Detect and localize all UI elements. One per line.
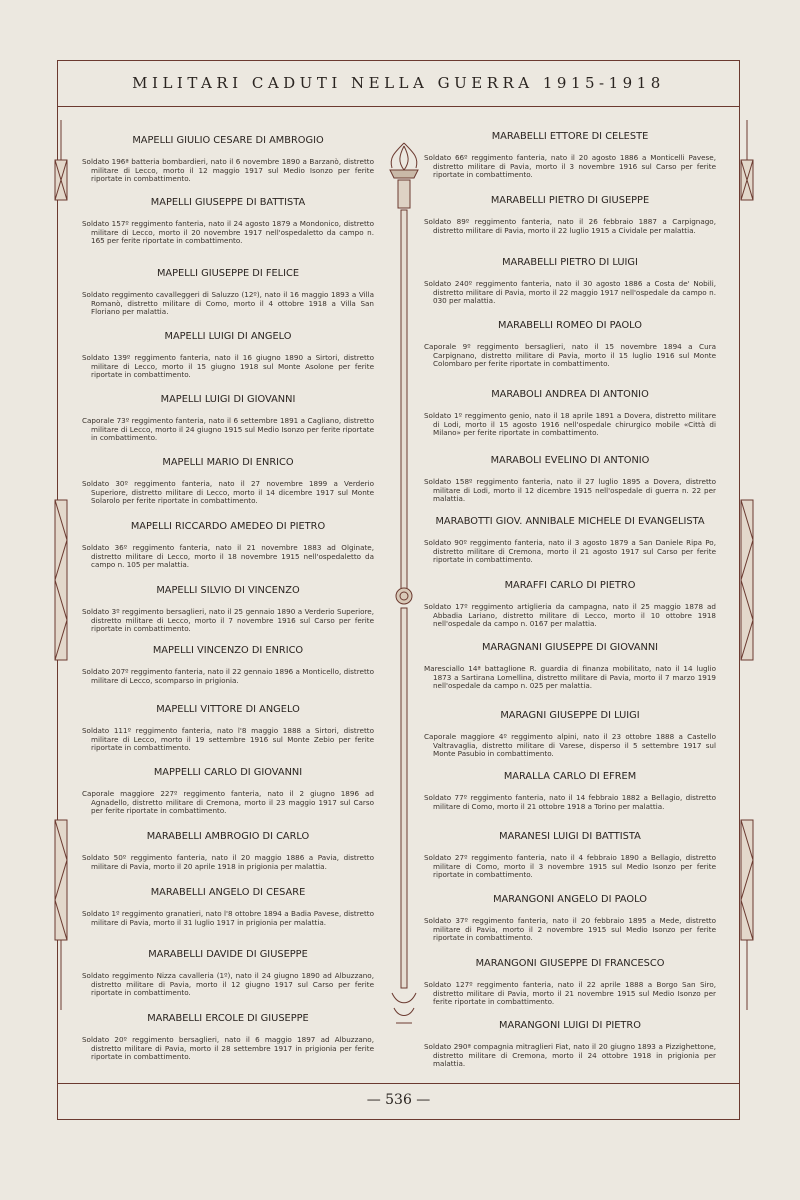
entry-description: Soldato 1º reggimento genio, nato il 18 aprile 1891 a Dovera, distretto militare di Lodi, morto il 15 agosto 1916 nell'ospedale chirurgico mobile «Città di Milano» per ferite riportate in combattimento. [424,411,716,438]
entry-description: Soldato 50º reggimento fanteria, nato il 20 maggio 1886 a Pavia, distretto militare di Pavia, morto il 20 aprile 1918 in prigionia per malattia. [82,853,374,871]
list-item [82,1013,374,1062]
entry-description: Soldato 157º reggimento fanteria, nato il 24 agosto 1879 a Mondonico, distretto militare di Lecco, morto il 20 novembre 1917 nell'ospedaletto da campo n. 165 per ferite riportate in combattimento. [82,219,374,246]
entry-name: MAPELLI VITTORE DI ANGELO [156,704,300,715]
entry-description: Soldato 17º reggimento artiglieria da campagna, nato il 25 maggio 1878 ad Abbadia Lariano, distretto militare di Lecco, morto il 10 ottobre 1918 nell'ospedale da campo n. 0167 per malattia. [424,602,716,629]
entry-description: Soldato 111º reggimento fanteria, nato l'8 maggio 1888 a Sirtori, distretto militare di Lecco, morto il 19 settembre 1916 sul Monte Zebio per ferite riportate in combattimento. [82,726,374,753]
entry-name: MARANESI LUIGI DI BATTISTA [499,831,641,842]
header-rule [57,106,740,107]
list-item [82,585,374,634]
list-item [82,645,374,685]
entry-description: Soldato 196ª batteria bombardieri, nato il 6 novembre 1890 a Barzanò, distretto militare di Lecco, morto il 12 maggio 1917 sul Medio Isonzo per ferite riportate in combattimento. [82,157,374,184]
entry-description: Caporale 9º reggimento bersaglieri, nato il 15 novembre 1894 a Cura Carpignano, distretto militare di Pavia, morto il 15 luglio 1916 sul Monte Colombaro per ferite riportate in combattimento. [424,342,716,369]
entry-name: MARABELLI PIETRO DI LUIGI [502,257,638,268]
entry-name: MARANGONI GIUSEPPE DI FRANCESCO [475,958,665,969]
entry-name: MARABELLI ERCOLE DI GIUSEPPE [147,1013,309,1024]
list-item [82,457,374,506]
list-item [82,887,374,927]
entry-description: Soldato reggimento Nizza cavalleria (1º), nato il 24 giugno 1890 ad Albuzzano, distretto militare di Pavia, morto il 12 giugno 1917 sul Carso per ferite riportate in combattimento. [82,971,374,998]
page-number: — 536 — [366,1092,431,1108]
list-item [82,767,374,816]
entry-description: Soldato 36º reggimento fanteria, nato il 21 novembre 1883 ad Olginate, distretto militare di Lecco, morto il 18 novembre 1915 nell'ospedaletto da campo n. 105 per malattia. [82,543,374,570]
list-item [424,831,716,880]
entry-description: Soldato 240º reggimento fanteria, nato il 30 agosto 1886 a Costa de' Nobili, distretto militare di Pavia, morto il 22 maggio 1917 nell'ospedale da campo n. 030 per malattia. [424,279,716,306]
entry-name: MAPELLI LUIGI DI ANGELO [164,331,292,342]
entry-description: Maresciallo 14ª battaglione R. guardia di finanza mobilitato, nato il 14 luglio 1873 a Sartirana Lomellina, distretto militare di Pavia, morto il 7 marzo 1919 nell'ospedale da campo n. 025 per malattia. [424,664,716,691]
entry-name: MARABELLI DAVIDE DI GIUSEPPE [148,949,308,960]
entry-description: Soldato 1º reggimento granatieri, nato l'8 ottobre 1894 a Badia Pavese, distretto militare di Pavia, morto il 31 luglio 1917 in prigionia per malattia. [82,909,374,927]
list-item [424,771,716,811]
list-item [82,949,374,998]
entry-description: Soldato 90º reggimento fanteria, nato il 3 agosto 1879 a San Daniele Ripa Po, distretto militare di Cremona, morto il 21 agosto 1917 sul Carso per ferite riportate in combattimento. [424,538,716,565]
entry-description: Soldato 20º reggimento bersaglieri, nato il 6 maggio 1897 ad Albuzzano, distretto militare di Pavia, morto il 28 settembre 1917 in prigionia per ferite riportate in combattimento. [82,1035,374,1062]
entry-name: MARANGONI ANGELO DI PAOLO [493,894,647,905]
list-item [424,131,716,180]
entry-description: Soldato reggimento cavalleggeri di Saluzzo (12º), nato il 16 maggio 1893 a Villa Romanò, distretto militare di Como, morto il 4 ottobre 1918 a Villa San Floriano per malattia. [82,290,374,317]
entry-description: Soldato 139º reggimento fanteria, nato il 16 giugno 1890 a Sirtori, distretto militare di Lecco, morto il 15 giugno 1918 sul Monte Asolone per ferite riportate in combattimento. [82,353,374,380]
list-item [82,197,374,246]
entry-name: MARAGNI GIUSEPPE DI LUIGI [500,710,640,721]
list-item [82,135,374,184]
page-title: MILITARI CADUTI NELLA GUERRA 1915-1918 [132,74,665,92]
list-item [424,195,716,235]
entry-description: Soldato 30º reggimento fanteria, nato il 27 novembre 1899 a Verderio Superiore, distretto militare di Lecco, morto il 14 dicembre 1917 sul Monte Solarolo per ferite riportate in combattimento. [82,479,374,506]
list-item [424,389,716,438]
entry-name: MARALLA CARLO DI EFREM [503,771,637,782]
list-item [82,394,374,443]
entry-description: Soldato 89º reggimento fanteria, nato il 26 febbraio 1887 a Carpignago, distretto militare di Pavia, morto il 22 luglio 1915 a Cividale per malattia. [424,217,716,235]
list-item [82,704,374,753]
entry-description: Soldato 207º reggimento fanteria, nato il 22 gennaio 1896 a Monticello, distretto militare di Lecco, scomparso in prigionia. [82,667,374,685]
central-torch-ornament [384,138,424,1038]
list-item [82,268,374,317]
list-item [82,521,374,570]
list-item [424,320,716,369]
list-item [424,642,716,691]
list-item [424,455,716,504]
entry-name: MAPELLI GIULIO CESARE DI AMBROGIO [132,135,324,146]
entry-name: MARABOLI ANDREA DI ANTONIO [491,389,649,400]
entry-description: Soldato 158º reggimento fanteria, nato il 27 luglio 1895 a Dovera, distretto militare di Lodi, morto il 12 dicembre 1915 nell'ospedale di guerra n. 22 per malattia. [424,477,716,504]
list-item [424,894,716,943]
entry-description: Soldato 127º reggimento fanteria, nato il 22 aprile 1888 a Borgo San Siro, distretto militare di Pavia, morto il 21 novembre 1915 sul Medio Isonzo per ferite riportate in combattimento. [424,980,716,1007]
list-item [82,831,374,871]
entry-name: MARAFFI CARLO DI PIETRO [504,580,636,591]
list-item [424,1020,716,1069]
list-item [82,331,374,380]
list-item [424,958,716,1007]
entry-description: Caporale maggiore 227º reggimento fanteria, nato il 2 giugno 1896 ad Agnadello, distretto militare di Cremona, morto il 23 maggio 1917 sul Carso per ferite riportate in combattimento. [82,789,374,816]
list-item [424,257,716,306]
entry-name: MAPELLI VINCENZO DI ENRICO [152,645,304,656]
entry-description: Soldato 3º reggimento bersaglieri, nato il 25 gennaio 1890 a Verderio Superiore, distretto militare di Lecco, morto il 7 novembre 1916 sul Carso per ferite riportate in combattimento. [82,607,374,634]
entry-name: MAPELLI GIUSEPPE DI FELICE [156,268,300,279]
entry-description: Soldato 77º reggimento fanteria, nato il 14 febbraio 1882 a Bellagio, distretto militare di Como, morto il 21 ottobre 1918 a Torino per malattia. [424,793,716,811]
entry-name: MAPPELLI CARLO DI GIOVANNI [153,767,303,778]
entry-name: MARANGONI LUIGI DI PIETRO [499,1020,641,1031]
left-pole-ornament [52,120,70,1010]
entry-name: MAPELLI LUIGI DI GIOVANNI [160,394,296,405]
entry-description: Caporale maggiore 4º reggimento alpini, nato il 23 ottobre 1888 a Castello Valtravaglia, distretto militare di Varese, disperso il 5 settembre 1917 sul Monte Pasubio in combattimento. [424,732,716,759]
entry-name: MAPELLI SILVIO DI VINCENZO [156,585,300,596]
entry-description: Caporale 73º reggimento fanteria, nato il 6 settembre 1891 a Cagliano, distretto militare di Lecco, morto il 24 giugno 1915 sul Medio Isonzo per ferite riportate in combattimento. [82,416,374,443]
entry-name: MAPELLI GIUSEPPE DI BATTISTA [150,197,306,208]
list-item [424,710,716,759]
entry-name: MAPELLI MARIO DI ENRICO [162,457,294,468]
entry-name: MARABELLI AMBROGIO DI CARLO [146,831,310,842]
footer-rule [57,1083,740,1084]
entry-name: MARAGNANI GIUSEPPE DI GIOVANNI [481,642,659,653]
entry-description: Soldato 290ª compagnia mitraglieri Fiat, nato il 20 giugno 1893 a Pizzighettone, distretto militare di Cremona, morto il 24 ottobre 1918 in prigionia per malattia. [424,1042,716,1069]
entry-description: Soldato 37º reggimento fanteria, nato il 20 febbraio 1895 a Mede, distretto militare di Pavia, morto il 2 novembre 1915 sul Medio Isonzo per ferite riportate in combattimento. [424,916,716,943]
list-item [424,516,716,565]
entry-name: MARABELLI ROMEO DI PAOLO [498,320,642,331]
entry-name: MARABOLI EVELINO DI ANTONIO [490,455,650,466]
entry-name: MARABOTTI GIOV. ANNIBALE MICHELE DI EVANGELISTA [435,516,705,527]
entry-name: MAPELLI RICCARDO AMEDEO DI PIETRO [130,521,326,532]
entry-name: MARABELLI ANGELO DI CESARE [150,887,306,898]
entry-description: Soldato 27º reggimento fanteria, nato il 4 febbraio 1890 a Bellagio, distretto militare di Como, morto il 3 novembre 1915 sul Medio Isonzo per ferite riportate in combattimento. [424,853,716,880]
entry-name: MARABELLI PIETRO DI GIUSEPPE [490,195,650,206]
entry-description: Soldato 66º reggimento fanteria, nato il 20 agosto 1886 a Monticelli Pavese, distretto militare di Pavia, morto il 3 novembre 1916 sul Carso per ferite riportate in combattimento. [424,153,716,180]
right-pole-ornament [738,120,756,1010]
list-item [424,580,716,629]
entry-name: MARABELLI ETTORE DI CELESTE [491,131,649,142]
